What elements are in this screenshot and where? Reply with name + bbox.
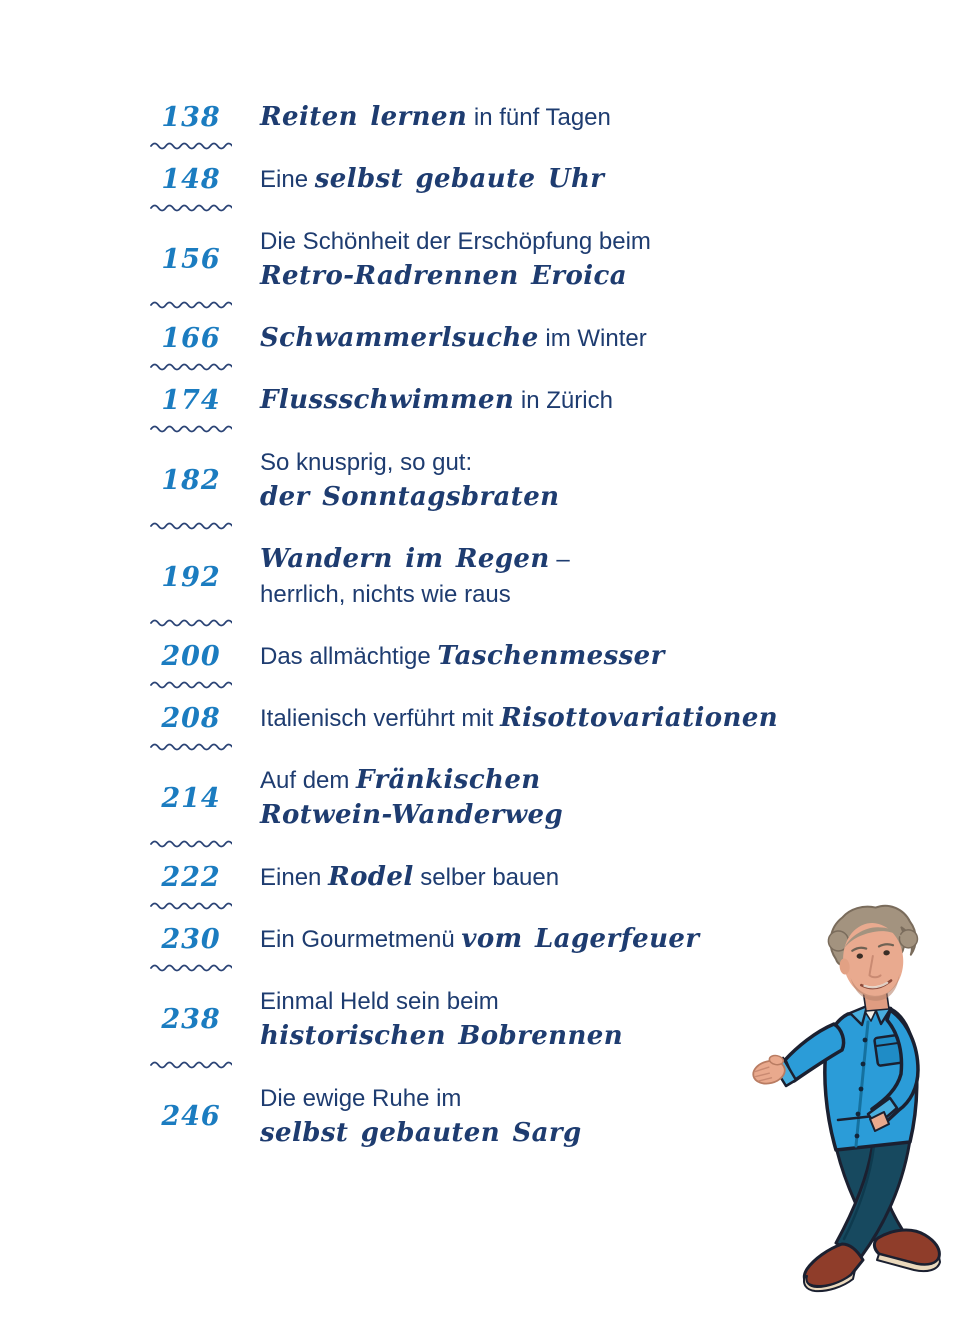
toc-title-segment: Fränkischen xyxy=(356,765,541,795)
toc-title-line xyxy=(260,542,800,577)
toc-title-segment: Ein Gourmetmenü xyxy=(260,926,462,953)
wave-divider-icon xyxy=(150,299,232,309)
toc-title-line xyxy=(260,259,800,294)
toc-page-number: 238 xyxy=(161,1003,221,1035)
toc-title-line xyxy=(260,480,800,515)
toc-title-segment: Wandern im Regen xyxy=(260,544,550,574)
wave-divider-icon xyxy=(150,1059,232,1069)
toc-page-number: 192 xyxy=(161,561,221,593)
toc-entry xyxy=(150,445,800,530)
mascot-illustration xyxy=(752,898,962,1298)
wave-divider-icon xyxy=(150,617,232,627)
toc-title xyxy=(260,1081,800,1151)
toc-entry xyxy=(150,162,800,212)
wave-divider-icon xyxy=(150,361,232,371)
toc-title-segment: Die Schönheit der Erschöpfung beim xyxy=(260,228,651,255)
toc-title xyxy=(260,701,800,736)
wave-divider-icon xyxy=(150,520,232,530)
toc-title-segment: Rodel xyxy=(328,862,414,892)
toc-title-line xyxy=(260,922,800,957)
toc-title xyxy=(260,922,800,957)
toc-title-segment: Einen xyxy=(260,864,329,891)
wave-divider-icon xyxy=(150,838,232,848)
toc-entry xyxy=(150,100,800,150)
toc-title-segment: Auf dem xyxy=(260,767,357,794)
toc-title-segment: der Sonntagsbraten xyxy=(260,482,560,512)
toc-title-segment: selbst gebaute Uhr xyxy=(314,164,605,194)
toc-entry xyxy=(150,701,800,751)
toc-page-number: 222 xyxy=(161,862,221,893)
toc-title xyxy=(260,639,800,674)
toc-entry xyxy=(150,860,800,910)
toc-title-line xyxy=(260,860,800,895)
toc-title xyxy=(260,383,800,418)
toc-title-line xyxy=(260,100,800,135)
toc-title-line xyxy=(260,577,800,612)
toc-title-line xyxy=(260,798,800,833)
toc-title-segment: in fünf Tagen xyxy=(467,104,611,131)
toc-title-line xyxy=(260,639,800,674)
toc-title-segment: Rotwein-Wanderweg xyxy=(260,800,564,830)
toc-title-line xyxy=(260,445,800,480)
toc-page-number: 246 xyxy=(161,1100,221,1132)
toc-title-line xyxy=(260,1019,800,1054)
wave-divider-icon xyxy=(150,900,232,910)
toc-page-number: 166 xyxy=(161,323,221,354)
toc-title xyxy=(260,445,800,515)
toc-title-line xyxy=(260,224,800,259)
toc-title-segment: in Zürich xyxy=(514,387,613,414)
toc-title-line xyxy=(260,383,800,418)
toc-title-segment: Das allmächtige xyxy=(260,643,438,670)
toc-title-segment: historischen Bobrennen xyxy=(260,1021,624,1051)
toc-title-segment: Risottovariationen xyxy=(500,703,779,733)
toc-title xyxy=(260,100,800,135)
toc-page-number: 156 xyxy=(161,243,221,275)
toc-title-segment: Einmal Held sein beim xyxy=(260,988,499,1015)
toc-title-segment: – xyxy=(549,546,570,573)
toc-entry xyxy=(150,763,800,848)
toc-entry xyxy=(150,922,800,972)
toc-page-number: 230 xyxy=(161,924,221,955)
wave-divider-icon xyxy=(150,962,232,972)
toc-title-line xyxy=(260,321,800,356)
toc-page-number: 214 xyxy=(161,782,221,814)
toc-title-line xyxy=(260,162,800,197)
toc-title-segment: Die ewige Ruhe im xyxy=(260,1085,462,1112)
toc-title-segment: Taschenmesser xyxy=(437,641,665,671)
toc-page-number: 200 xyxy=(161,641,221,672)
toc-title xyxy=(260,542,800,612)
toc-title-line xyxy=(260,1116,800,1151)
toc-title xyxy=(260,763,800,833)
toc-title-segment: Reiten lernen xyxy=(260,102,468,132)
toc-title-segment: selbst gebauten Sarg xyxy=(260,1118,582,1148)
toc-page-number: 174 xyxy=(161,385,221,416)
toc-title-line xyxy=(260,1081,800,1116)
toc-title-segment: Eine xyxy=(260,166,315,193)
toc-title-line xyxy=(260,984,800,1019)
toc-entry xyxy=(150,984,800,1069)
toc-entry xyxy=(150,542,800,627)
toc-entry xyxy=(150,383,800,433)
toc-title-segment: im Winter xyxy=(538,325,647,352)
toc-title-segment: selber bauen xyxy=(413,864,560,891)
toc-page-number: 208 xyxy=(161,703,221,734)
wave-divider-icon xyxy=(150,202,232,212)
toc-page-number: 148 xyxy=(161,164,221,195)
toc-title-line xyxy=(260,701,800,736)
toc-title-segment: herrlich, nichts wie raus xyxy=(260,581,511,608)
toc-title-segment: So knusprig, so gut: xyxy=(260,449,473,476)
toc-title-segment: Schwammerlsuche xyxy=(260,323,539,353)
toc-title-line xyxy=(260,763,800,798)
toc-entry xyxy=(150,224,800,309)
toc-title xyxy=(260,321,800,356)
toc-entry xyxy=(150,1081,800,1151)
wave-divider-icon xyxy=(150,423,232,433)
toc-title xyxy=(260,162,800,197)
toc-list xyxy=(150,100,800,1163)
toc-page-number: 182 xyxy=(161,464,221,496)
toc-title-segment: Retro-Radrennen Eroica xyxy=(260,261,627,291)
wave-divider-icon xyxy=(150,140,232,150)
toc-title-segment: vom Lagerfeuer xyxy=(461,924,700,954)
toc-title-segment: Italienisch verführt mit xyxy=(260,705,501,732)
toc-page-number: 138 xyxy=(161,102,221,133)
toc-title xyxy=(260,224,800,294)
toc-entry xyxy=(150,639,800,689)
toc-entry xyxy=(150,321,800,371)
wave-divider-icon xyxy=(150,741,232,751)
toc-title xyxy=(260,860,800,895)
toc-title-segment: Flussschwimmen xyxy=(260,385,515,415)
toc-title xyxy=(260,984,800,1054)
wave-divider-icon xyxy=(150,679,232,689)
